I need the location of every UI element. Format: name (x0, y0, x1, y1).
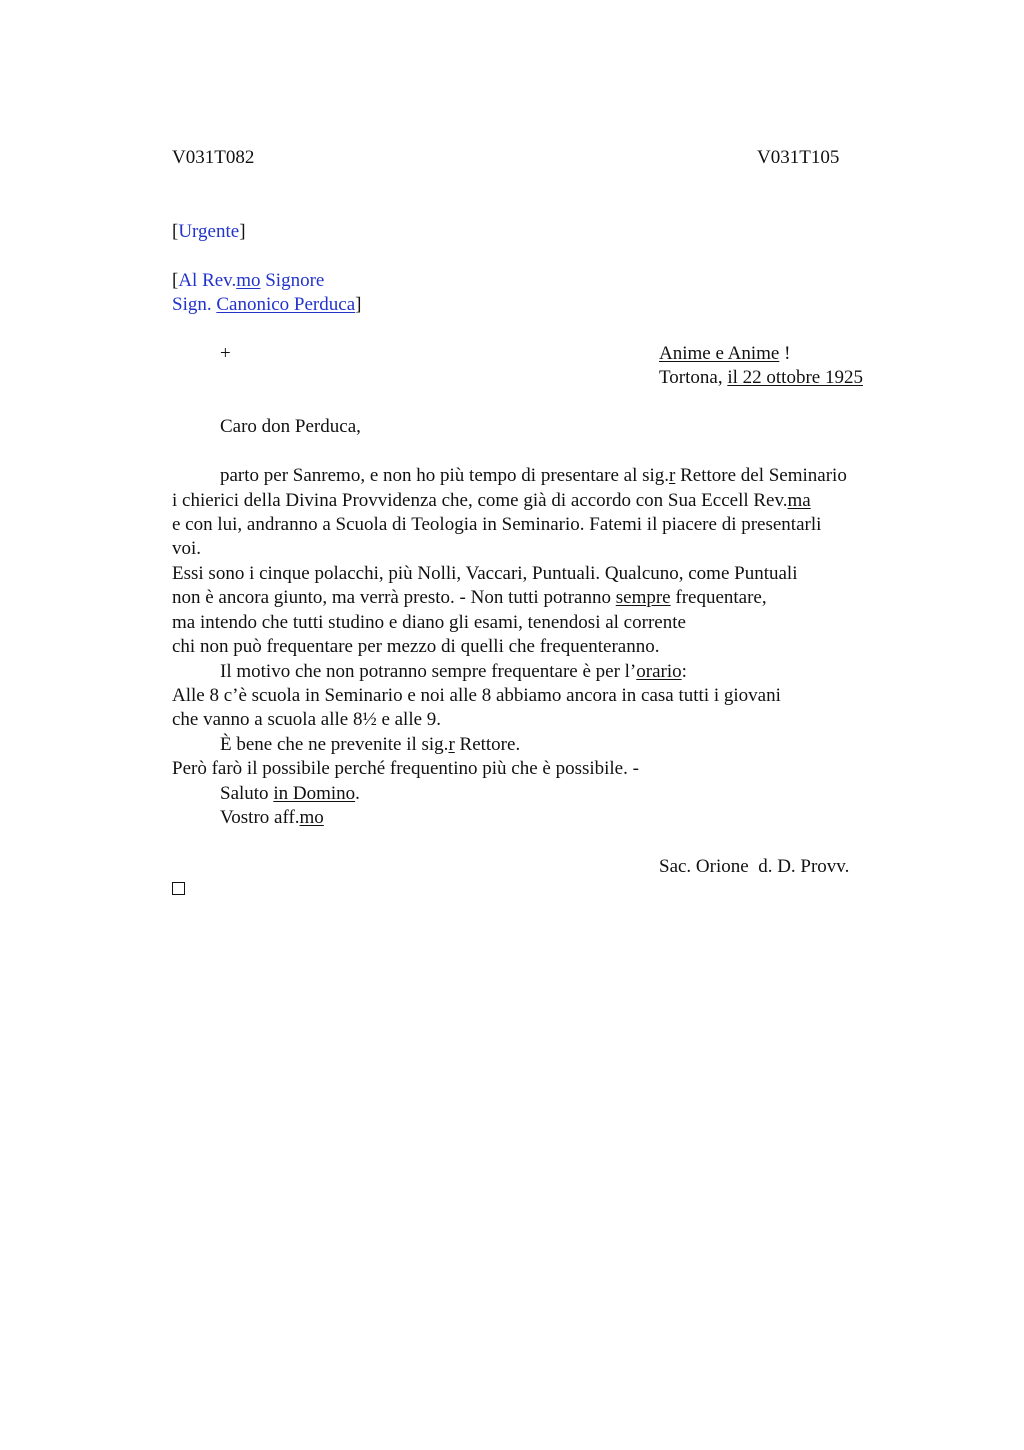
motto-text: Anime e Anime (659, 343, 780, 364)
date: il 22 ottobre 1925 (727, 367, 863, 388)
body-line-3: e con lui, andranno a Scuola di Teologia in Seminario. Fatemi il piacere di presentarli (172, 514, 822, 535)
urgent-note (172, 220, 246, 244)
signature: Sac. Orione d. D. Provv. (659, 856, 850, 877)
body-line-7: ma intendo che tutti studino e diano gli esami, tenendosi al corrente (172, 612, 686, 633)
salutation: Caro don Perduca, (220, 416, 361, 437)
address-line-1 (172, 269, 324, 293)
address-line-2 (172, 293, 361, 317)
closing-greeting: Saluto in Domino. (220, 783, 360, 804)
address-sign: Sign. (172, 294, 217, 315)
end-box-icon (172, 882, 185, 895)
bracket-open: [ (172, 270, 179, 291)
bracket-close: ] (355, 294, 362, 315)
address-name: Canonico Perduca (216, 294, 356, 315)
document-code-left: V031T082 (172, 147, 255, 168)
body-line-12: È bene che ne prevenite il sig.r Rettore. (220, 734, 521, 755)
address-title: Al Rev. (178, 270, 237, 291)
place: Tortona, (659, 367, 728, 388)
body-line-10: Alle 8 c’è scuola in Seminario e noi alle 8 abbiamo ancora in casa tutti i giovani (172, 685, 781, 706)
body-line-1: parto per Sanremo, e non ho più tempo di presentare al sig.r Rettore del Seminario (220, 465, 847, 486)
place-date (659, 366, 863, 390)
cross-symbol: + (220, 343, 231, 364)
body-line-4: voi. (172, 538, 202, 559)
urgent-label: Urgente (178, 221, 240, 242)
motto (659, 342, 790, 366)
bracket-open: [ (172, 221, 179, 242)
document-code-right: V031T105 (757, 147, 840, 168)
body-line-8: chi non può frequentare per mezzo di quelli che frequenteranno. (172, 636, 660, 657)
address-signore: Signore (260, 270, 325, 291)
bracket-close: ] (239, 221, 246, 242)
address-title-abbrev: mo (236, 270, 261, 291)
body-line-2: i chierici della Divina Provvidenza che, come già di accordo con Sua Eccell Rev.ma (172, 490, 811, 511)
body-line-11: che vanno a scuola alle 8½ e alle 9. (172, 709, 442, 730)
closing-valediction: Vostro aff.mo (220, 807, 324, 828)
body-line-9: Il motivo che non potranno sempre frequentare è per l’orario: (220, 661, 687, 682)
body-line-6: non è ancora giunto, ma verrà presto. - Non tutti potranno sempre frequentare, (172, 587, 767, 608)
body-line-13: Però farò il possibile perché frequentino più che è possibile. - (172, 758, 639, 779)
body-line-5: Essi sono i cinque polacchi, più Nolli, Vaccari, Puntuali. Qualcuno, come Puntuali (172, 563, 798, 584)
motto-punct: ! (779, 343, 791, 364)
